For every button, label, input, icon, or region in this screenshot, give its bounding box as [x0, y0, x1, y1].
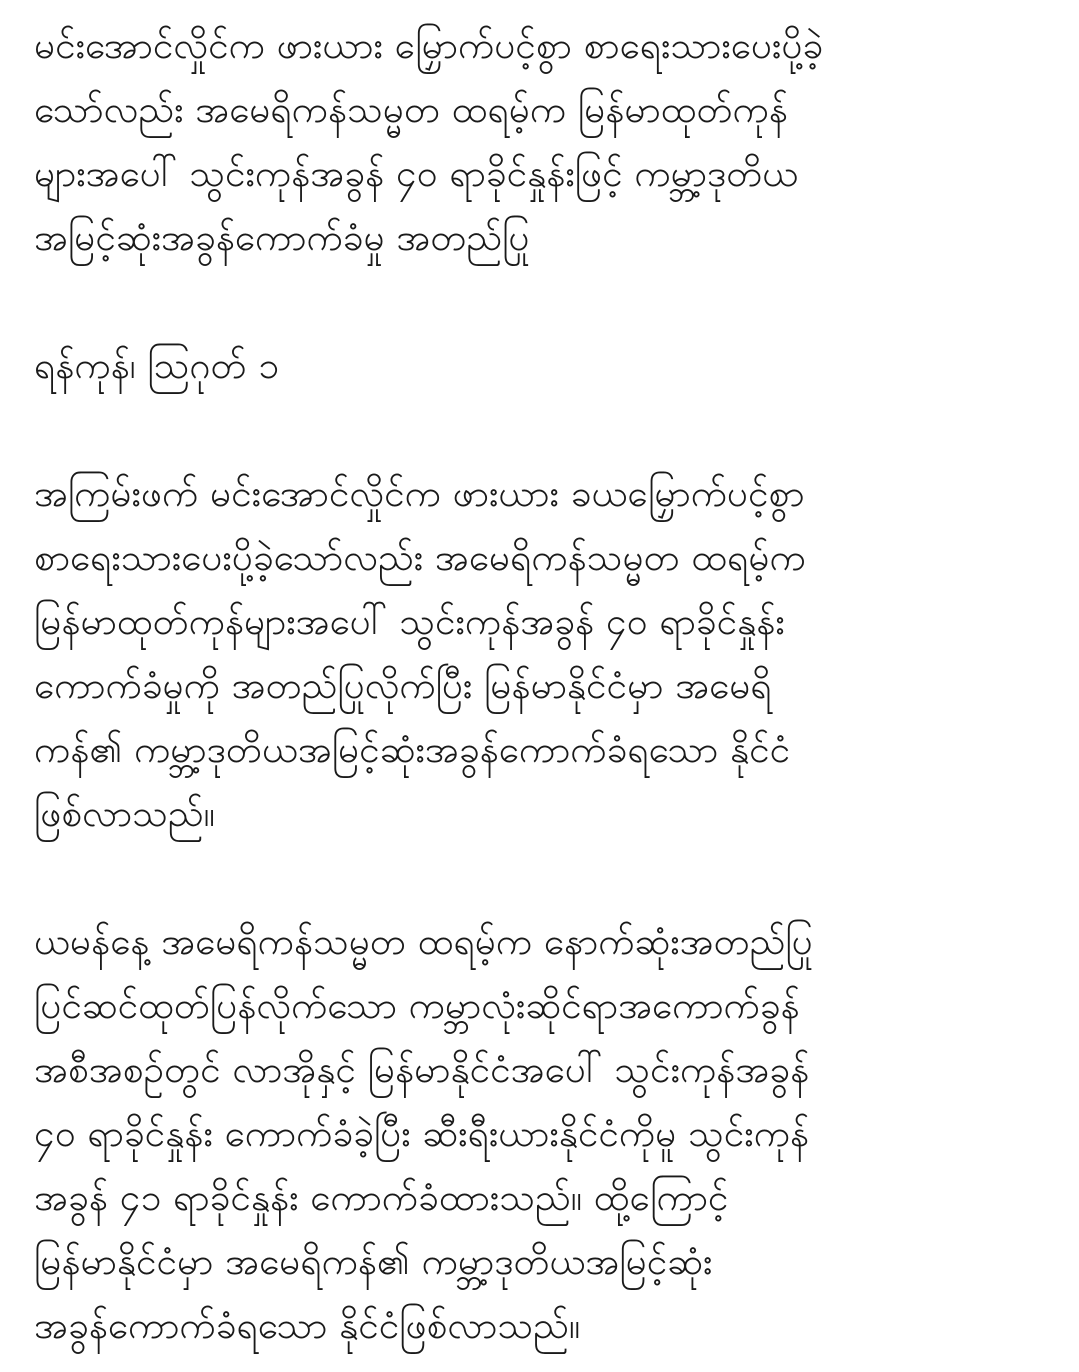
- paragraph-line: အခွန်ကောက်ခံရသော နိုင်ငံဖြစ်လာသည်။: [34, 1304, 581, 1347]
- headline: [34, 14, 1044, 270]
- paragraph-line: မြန်မာထုတ်ကုန်များအပေါ် သွင်းကုန်အခွန် ၄၀ ရာခိုင်နှုန်း: [34, 600, 785, 643]
- paragraph-line: ဖြစ်လာသည်။: [34, 792, 215, 835]
- paragraph-line: ကောက်ခံမှုကို အတည်ပြုလိုက်ပြီး မြန်မာနိုင်ငံမှာ အမေရိ: [34, 664, 772, 707]
- paragraph-line: စာရေးသားပေးပို့ခဲ့သော်လည်း အမေရိကန်သမ္မတ ထရမ့်က: [34, 536, 806, 579]
- paragraph-line: အခွန် ၄၁ ရာခိုင်နှုန်း ကောက်ခံထားသည်။ ထို့ကြောင့်: [34, 1176, 729, 1219]
- dateline: [34, 334, 1044, 398]
- dateline-text: ရန်ကုန်၊ ဩဂုတ် ၁: [34, 344, 280, 387]
- headline-line: များအပေါ် သွင်းကုန်အခွန် ၄၀ ရာခိုင်နှုန်းဖြင့် ကမ္ဘာ့ဒုတိယ: [34, 152, 799, 195]
- paragraph-1: [34, 462, 1044, 846]
- paragraph-line: ကန်၏ ကမ္ဘာ့ဒုတိယအမြင့်ဆုံးအခွန်ကောက်ခံရသော နိုင်ငံ: [34, 728, 791, 771]
- paragraph-line: အကြမ်းဖက် မင်းအောင်လှိုင်က ဖားယား ခယမြှောက်ပင့်စွာ: [34, 472, 805, 515]
- paragraph-2: [34, 910, 1044, 1358]
- headline-line: အမြင့်ဆုံးအခွန်ကောက်ခံမှု အတည်ပြု: [34, 216, 530, 259]
- paragraph-line: ယမန်နေ့ အမေရိကန်သမ္မတ ထရမ့်က နောက်ဆုံးအတည်ပြု: [34, 920, 813, 963]
- article-body: [34, 14, 1044, 1358]
- paragraph-line: အစီအစဉ်တွင် လာအိုနှင့် မြန်မာနိုင်ငံအပေါ် သွင်းကုန်အခွန်: [34, 1048, 810, 1091]
- paragraph-line: ၄၀ ရာခိုင်နှုန်း ကောက်ခံခဲ့ပြီး ဆီးရီးယားနိုင်ငံကိုမူ သွင်းကုန်: [34, 1112, 810, 1155]
- headline-line: မင်းအောင်လှိုင်က ဖားယား မြှောက်ပင့်စွာ စာရေးသားပေးပို့ခဲ့: [34, 24, 824, 67]
- headline-line: သော်လည်း အမေရိကန်သမ္မတ ထရမ့်က မြန်မာထုတ်ကုန်: [34, 88, 788, 131]
- paragraph-line: ပြင်ဆင်ထုတ်ပြန်လိုက်သော ကမ္ဘာလုံးဆိုင်ရာအကောက်ခွန်: [34, 984, 800, 1027]
- paragraph-line: မြန်မာနိုင်ငံမှာ အမေရိကန်၏ ကမ္ဘာ့ဒုတိယအမြင့်ဆုံး: [34, 1240, 713, 1283]
